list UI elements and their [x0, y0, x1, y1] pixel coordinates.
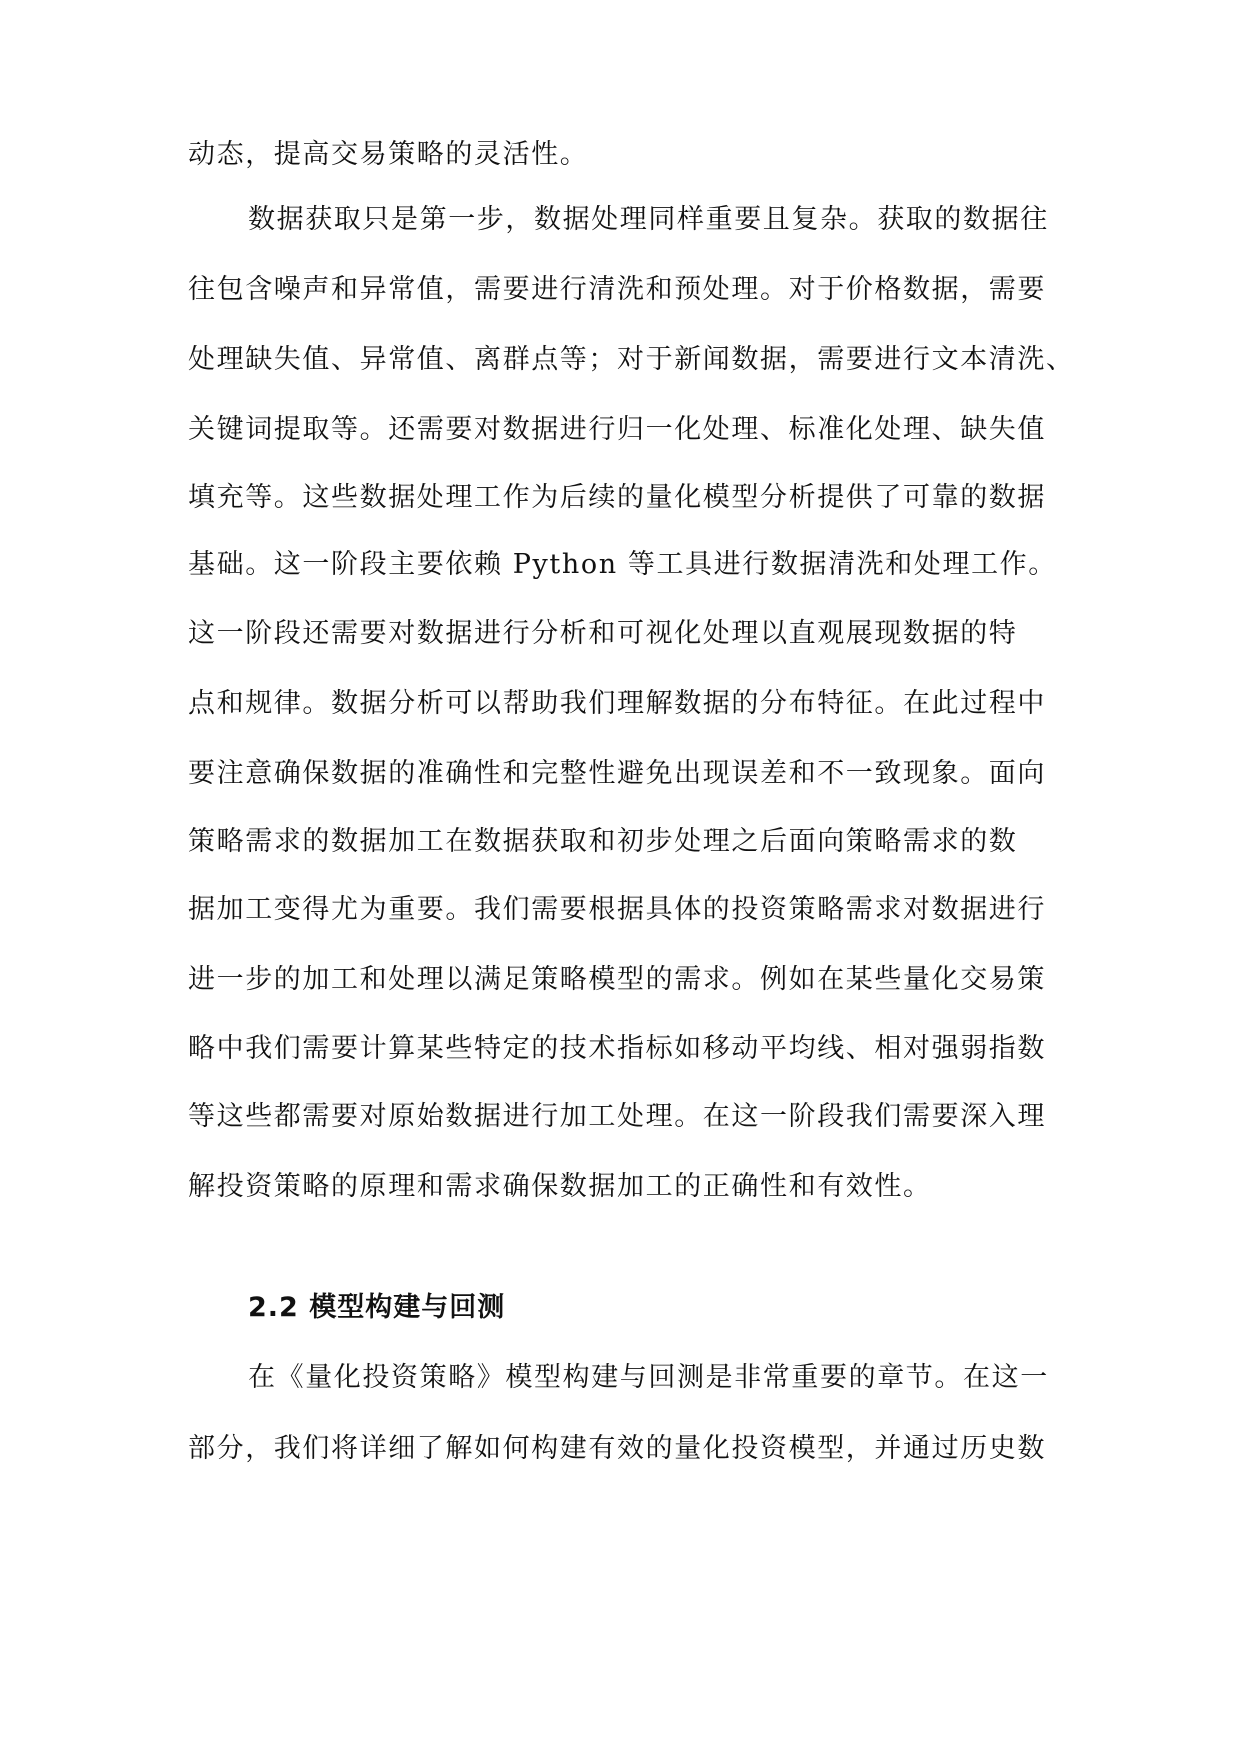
- paragraph-line: 部分，我们将详细了解如何构建有效的量化投资模型，并通过历史数: [188, 1433, 1046, 1464]
- paragraph-line: 填充等。这些数据处理工作为后续的量化模型分析提供了可靠的数据: [188, 482, 1046, 513]
- paragraph-line: 这一阶段还需要对数据进行分析和可视化处理以直观展现数据的特: [188, 618, 1018, 649]
- paragraph-line: 点和规律。数据分析可以帮助我们理解数据的分布特征。在此过程中: [188, 688, 1046, 719]
- section-heading: 2.2 模型构建与回测: [248, 1292, 506, 1323]
- paragraph-line: 数据获取只是第一步，数据处理同样重要且复杂。获取的数据往: [248, 204, 1049, 235]
- paragraph-line: 往包含噪声和异常值，需要进行清洗和预处理。对于价格数据，需要: [188, 274, 1046, 305]
- paragraph-line: 据加工变得尤为重要。我们需要根据具体的投资策略需求对数据进行: [188, 894, 1046, 925]
- paragraph-line: 动态，提高交易策略的灵活性。: [188, 139, 589, 170]
- paragraph-line: 解投资策略的原理和需求确保数据加工的正确性和有效性。: [188, 1171, 932, 1202]
- paragraph-line: 要注意确保数据的准确性和完整性避免出现误差和不一致现象。面向: [188, 758, 1046, 789]
- paragraph-line: 处理缺失值、异常值、离群点等；对于新闻数据，需要进行文本清洗、: [188, 344, 1075, 375]
- paragraph-line: 基础。这一阶段主要依赖 Python 等工具进行数据清洗和处理工作。: [188, 549, 1057, 580]
- paragraph-line: 在《量化投资策略》模型构建与回测是非常重要的章节。在这一: [248, 1362, 1049, 1393]
- paragraph-line: 进一步的加工和处理以满足策略模型的需求。例如在某些量化交易策: [188, 964, 1046, 995]
- paragraph-line: 关键词提取等。还需要对数据进行归一化处理、标准化处理、缺失值: [188, 414, 1046, 445]
- paragraph-line: 等这些都需要对原始数据进行加工处理。在这一阶段我们需要深入理: [188, 1101, 1046, 1132]
- paragraph-line: 略中我们需要计算某些特定的技术指标如移动平均线、相对强弱指数: [188, 1033, 1046, 1064]
- paragraph-line: 策略需求的数据加工在数据获取和初步处理之后面向策略需求的数: [188, 826, 1018, 857]
